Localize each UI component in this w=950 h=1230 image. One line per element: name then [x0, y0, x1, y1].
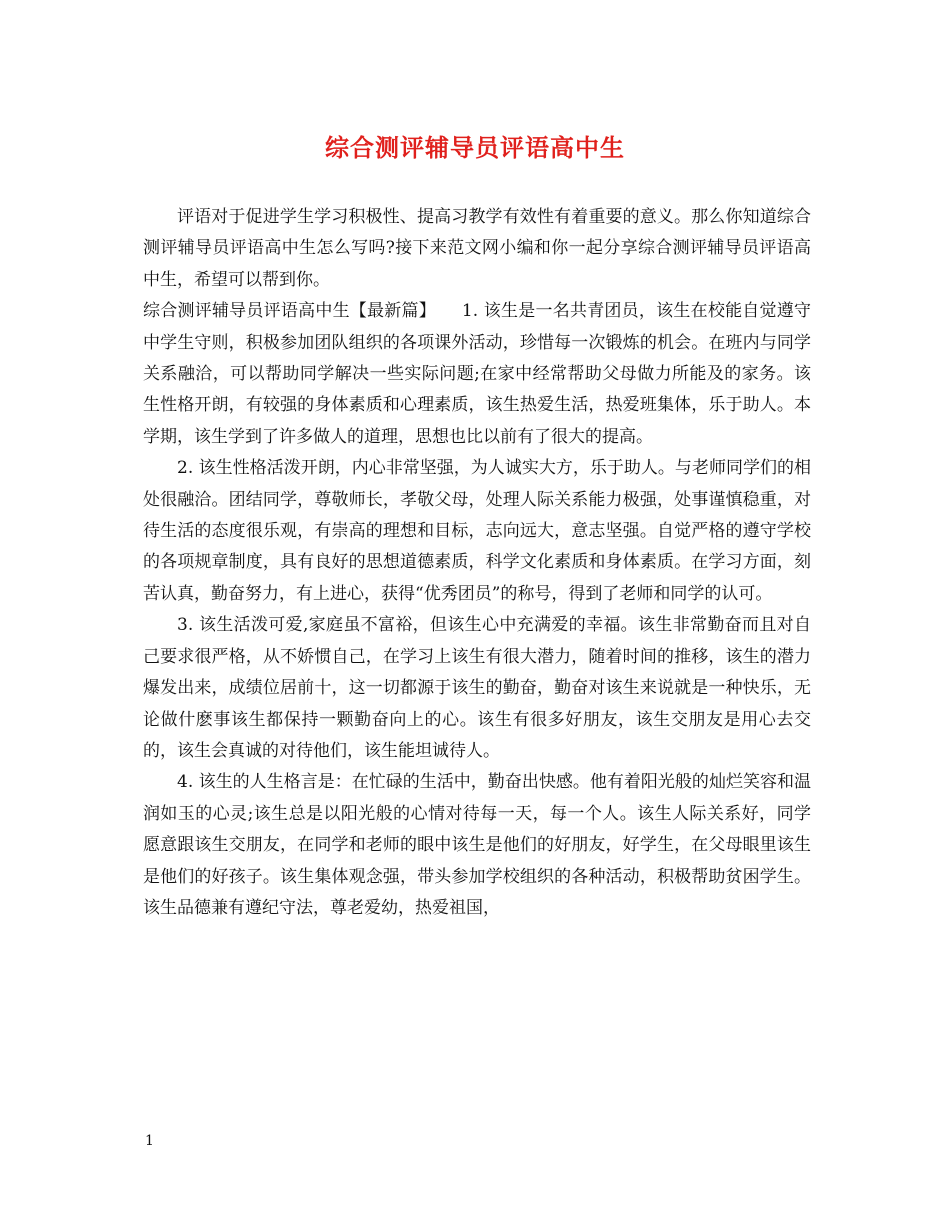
paragraph-section-4: 4. 该生的人生格言是：在忙碌的生活中，勤奋出快感。他有着阳光般的灿烂笑容和温润如玉的心灵;该生总是以阳光般的心情对待每一天，每一个人。该生人际关系好，同学愿意跟该生交朋友，在同学和老师的眼中该生是他们的好朋友，好学生，在父母眼里该生是他们的好孩子。该生集体观念强，带头参加学校组织的各种活动，积极帮助贫困学生。该生品德兼有遵纪守法，尊老爱幼，热爱祖国， [143, 772, 811, 918]
page-title: 综合测评辅导员评语高中生 [325, 133, 625, 162]
page-number: 1 [145, 1133, 154, 1149]
paragraph-section-1: 综合测评辅导员评语高中生【最新篇】 1. 该生是一名共青团员，该生在校能自觉遵守中学生守则，积极参加团队组织的各项课外活动，珍惜每一次锻炼的机会。在班内与同学关系融洽，可以帮助同学解决一些实际问题;在家中经常帮助父母做力所能及的家务。该生性格开朗，有较强的身体素质和心理素质，该生热爱生活，热爱班集体，乐于助人。本学期，该生学到了许多做人的道理，思想也比以前有了很大的提高。 [143, 301, 811, 447]
paragraph-section-2: 2. 该生性格活泼开朗，内心非常坚强，为人诚实大方，乐于助人。与老师同学们的相处很融洽。团结同学，尊敬师长，孝敬父母，处理人际关系能力极强，处事谨慎稳重，对待生活的态度很乐观，有崇高的理想和目标，志向远大，意志坚强。自觉严格的遵守学校的各项规章制度，具有良好的思想道德素质，科学文化素质和身体素质。在学习方面，刻苦认真，勤奋努力，有上进心，获得“优秀团员”的称号，得到了老师和同学的认可。 [143, 458, 811, 604]
document-body [143, 202, 811, 924]
paragraph-section-3: 3. 该生活泼可爱,家庭虽不富裕，但该生心中充满爱的幸福。该生非常勤奋而且对自己要求很严格，从不娇惯自己，在学习上该生有很大潜力，随着时间的推移，该生的潜力爆发出来，成绩位居前十，这一切都源于该生的勤奋，勤奋对该生来说就是一种快乐，无论做什麽事该生都保持一颗勤奋向上的心。该生有很多好朋友，该生交朋友是用心去交的，该生会真诚的对待他们，该生能坦诚待人。 [143, 615, 811, 761]
paragraph-intro: 评语对于促进学生学习积极性、提高习教学有效性有着重要的意义。那么你知道综合测评辅导员评语高中生怎么写吗?接下来范文网小编和你一起分享综合测评辅导员评语高中生，希望可以帮到你。 [143, 207, 811, 290]
